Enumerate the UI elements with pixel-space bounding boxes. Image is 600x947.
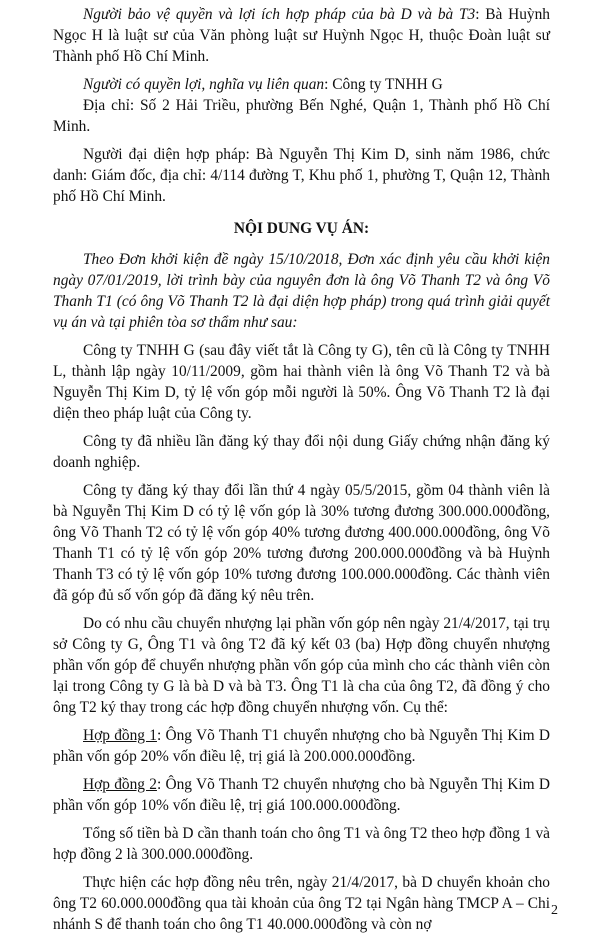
lawyer-label: Người bảo vệ quyền và lợi ích hợp pháp của bà D và bà T3 xyxy=(83,6,476,23)
related-party-paragraph xyxy=(53,74,550,95)
contract-2-label: Hợp đồng 2 xyxy=(83,776,157,793)
contract-1-label: Hợp đồng 1 xyxy=(83,727,157,744)
related-party-text: : Công ty TNHH G xyxy=(324,76,443,93)
address-paragraph: Địa chỉ: Số 2 Hải Triều, phường Bến Nghé, Quận 1, Thành phố Hồ Chí Minh. xyxy=(53,97,550,135)
company-info-paragraph: Công ty TNHH G (sau đây viết tắt là Công ty G), tên cũ là Công ty TNHH L, thành lập ngày 10/11/2009, gồm hai thành viên là ông Võ Thanh T2 và bà Nguyễn Thị Kim D, tỷ lệ vốn góp mỗi người là 50%. Ông Võ Thanh T2 là đại diện theo pháp luật của Công ty. xyxy=(53,342,550,422)
case-content-heading: NỘI DUNG VỤ ÁN: xyxy=(233,220,370,237)
lawyer-paragraph xyxy=(53,4,550,67)
related-party-label: Người có quyền lợi, nghĩa vụ liên quan xyxy=(83,76,325,93)
payment-execution-paragraph: Thực hiện các hợp đồng nêu trên, ngày 21/4/2017, bà D chuyển khoản cho ông T2 60.000.000đồng qua tài khoản của ông T2 tại Ngân hàng TMCP A – Chi nhánh S để thanh toán cho ông T1 40.000.000đồng và còn nợ xyxy=(53,874,550,933)
lawyer-text: : Bà Huỳnh Ngọc H là luật sư của Văn phòng luật sư Huỳnh Ngọc H, thuộc Đoàn luật sư Thành phố Hồ Chí Minh. xyxy=(53,6,551,65)
contract-2-paragraph xyxy=(53,774,550,816)
lawsuit-intro-paragraph: Theo Đơn khởi kiện đề ngày 15/10/2018, Đơn xác định yêu cầu khởi kiện ngày 07/01/2019, lời trình bày của nguyên đơn là ông Võ Thanh T2 và ông Võ Thanh T1 (có ông Võ Thanh T2 là đại diện hợp pháp) trong quá trình giải quyết vụ án và tại phiên tòa sơ thẩm như sau: xyxy=(53,251,550,331)
contract-1-paragraph xyxy=(53,725,550,767)
contract-1-text: : Ông Võ Thanh T1 chuyển nhượng cho bà Nguyễn Thị Kim D phần vốn góp 20% vốn điều lệ, trị giá là 200.000.000đồng. xyxy=(53,727,550,765)
transfer-need-paragraph: Do có nhu cầu chuyển nhượng lại phần vốn góp nên ngày 21/4/2017, tại trụ sở Công ty G, Ông T1 và ông T2 đã ký kết 03 (ba) Hợp đồng chuyển nhượng phần vốn góp để chuyển nhượng phần vốn góp của mình cho các thành viên còn lại trong Công ty G là bà D và bà T3. Ông T1 là cha của ông T2, đã đồng ý cho ông T2 ký thay trong các hợp đồng chuyển nhượng vốn. Cụ thể: xyxy=(53,615,550,716)
contract-2-text: : Ông Võ Thanh T2 chuyển nhượng cho bà Nguyễn Thị Kim D phần vốn góp 10% vốn điều lệ, trị giá 100.000.000đồng. xyxy=(53,776,550,814)
page-number: 2 xyxy=(551,903,558,918)
fourth-change-paragraph: Công ty đăng ký thay đổi lần thứ 4 ngày 05/5/2015, gồm 04 thành viên là bà Nguyễn Thị Kim D có tỷ lệ vốn góp là 30% tương đương 300.000.000đồng, ông Võ Thanh T2 có tỷ lệ vốn góp 40% tương đương 400.000.000đồng, ông Võ Thanh T1 có tỷ lệ vốn góp 20% tương đương 200.000.000đồng và bà Huỳnh Thanh T3 có tỷ lệ vốn góp 10% tương đương 100.000.000đồng. Các thành viên đã góp đủ số vốn góp đã đăng ký nêu trên. xyxy=(53,482,550,604)
registration-changes-paragraph: Công ty đã nhiều lần đăng ký thay đổi nội dung Giấy chứng nhận đăng ký doanh nghiệp. xyxy=(53,433,550,471)
legal-representative-paragraph: Người đại diện hợp pháp: Bà Nguyễn Thị Kim D, sinh năm 1986, chức danh: Giám đốc, địa chỉ: 4/114 đường T, Khu phố 1, phường T, Quận 12, Thành phố Hồ Chí Minh. xyxy=(53,146,550,205)
total-payment-paragraph: Tổng số tiền bà D cần thanh toán cho ông T1 và ông T2 theo hợp đồng 1 và hợp đồng 2 là 300.000.000đồng. xyxy=(53,825,550,863)
